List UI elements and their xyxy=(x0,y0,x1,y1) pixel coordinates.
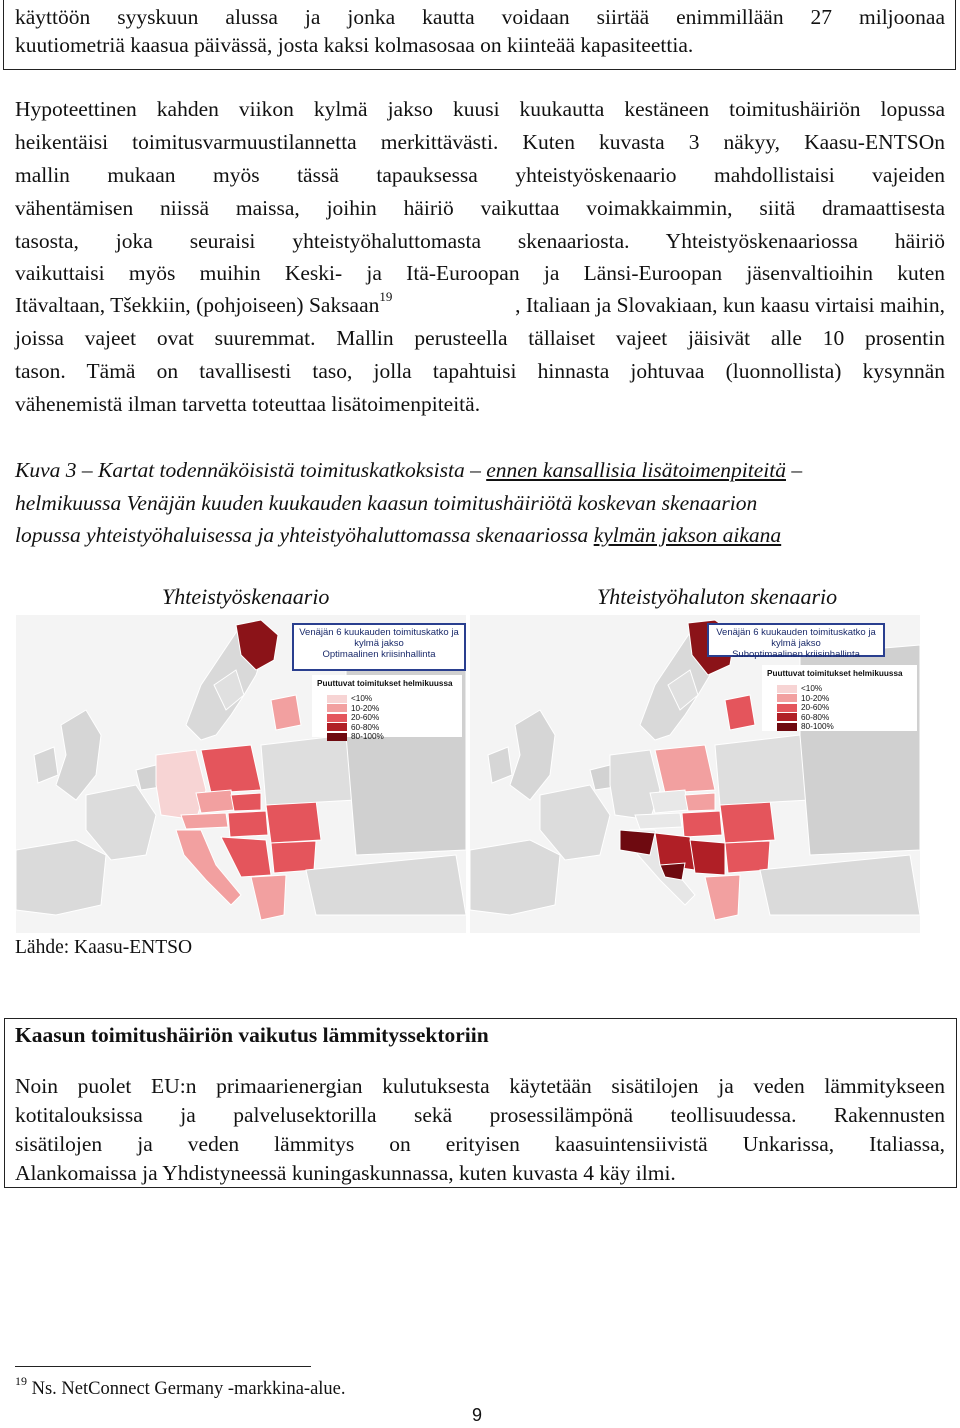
legend-title: Puuttuvat toimitukset helmikuussa xyxy=(317,679,453,688)
body-line: vähenemistä ilman tarvetta toteuttaa lisätoimenpiteitä. xyxy=(15,392,481,416)
info-box-heading: Kaasun toimitushäiriön vaikutus lämmityssektoriin xyxy=(15,1023,489,1047)
caption-underlined: kylmän jakson aikana xyxy=(593,523,782,547)
legend-swatch xyxy=(777,723,797,731)
figure-caption-line: helmikuussa Venäjän kuuden kuukauden kaasun toimitushäiriötä koskevan skenaarion xyxy=(15,491,758,515)
legend-item: 20-60% xyxy=(327,713,457,723)
europe-map-graphic xyxy=(470,615,920,933)
body-line: mallin mukaan myös tässä tapauksessa yhteistyöskenaario mahdollistaisi vajeiden xyxy=(15,163,945,187)
legend-swatch xyxy=(327,704,347,712)
footnote-text: Ns. NetConnect Germany -markkina-alue. xyxy=(27,1379,346,1399)
legend-swatch xyxy=(327,723,347,731)
body-line: vaikuttaisi myös muihin Keski- ja Itä-Euroopan ja Länsi-Euroopan jäsenvaltioihin kuten xyxy=(15,261,945,285)
top-box-line: kuutiometriä kaasua päivässä, josta kaksi kolmasosaa on kiinteää kapasiteettia. xyxy=(15,33,694,57)
left-europe-map xyxy=(16,615,466,933)
caption-text: lopussa yhteistyöhaluisessa ja yhteistyöhaluttomassa skenaariossa xyxy=(15,523,594,547)
legend-swatch xyxy=(777,685,797,693)
page-number: 9 xyxy=(472,1405,483,1425)
left-map-legend xyxy=(312,675,462,742)
legend-swatch xyxy=(777,704,797,712)
body-line: Hypoteettinen kahden viikon kylmä jakso kuusi kuukautta kestäneen toimitushäiriön lopussa xyxy=(15,97,945,121)
legend-swatch xyxy=(777,713,797,721)
legend-item: 60-80% xyxy=(777,713,912,723)
scenario-line: kylmä jakso xyxy=(354,638,404,649)
scenario-line: kylmä jakso xyxy=(771,638,821,649)
top-box-line: käyttöön syyskuun alussa ja jonka kautta voidaan siirtää enimmillään 27 miljoonaa xyxy=(15,5,945,29)
caption-text: – xyxy=(785,458,803,482)
figure-caption-line xyxy=(15,522,945,549)
legend-item: <10% xyxy=(777,684,912,694)
info-box-line: sisätilojen ja veden lämmitys on erityisen kaasuintensiivistä Unkarissa, Italiassa, xyxy=(15,1132,945,1156)
info-box-line: Noin puolet EU:n primaarienergian kulutuksesta käytetään sisätilojen ja veden lämmitykseen xyxy=(15,1074,945,1098)
caption-underlined: ennen kansallisia lisätoimenpiteitä xyxy=(486,458,786,482)
scenario-line: Optimaalinen kriisinhallinta xyxy=(322,649,436,660)
legend-item: 80-100% xyxy=(327,732,457,742)
body-line: joissa vajeet ovat suuremmat. Mallin perusteella tällaiset vajeet jäisivät alle 10 prosentin xyxy=(15,326,945,350)
info-box-line: Alankomaissa ja Yhdistyneessä kuningaskunnassa, kuten kuvasta 4 käy ilmi. xyxy=(15,1161,676,1185)
right-europe-map xyxy=(470,615,920,933)
footnote-number: 19 xyxy=(15,1374,27,1388)
legend-item: 80-100% xyxy=(777,722,912,732)
figure-source: Lähde: Kaasu-ENTSO xyxy=(15,937,193,958)
legend-item: 60-80% xyxy=(327,723,457,733)
body-line-footnote xyxy=(15,289,945,319)
body-line-part: , Italiaan ja Slovakiaan, kun kaasu virtaisi maihin, xyxy=(515,293,945,317)
legend-swatch xyxy=(777,694,797,702)
legend-item: 20-60% xyxy=(777,703,912,713)
legend-item: <10% xyxy=(327,694,457,704)
body-line: vähentämisen niissä maissa, joihin häiriö vaikuttaa voimakkaimmin, siitä dramaattisesta xyxy=(15,196,945,220)
footnote-separator xyxy=(15,1366,311,1367)
legend-item: 10-20% xyxy=(327,704,457,714)
right-map-scenario-box xyxy=(707,623,885,660)
legend-swatch xyxy=(327,714,347,722)
body-line: tason. Tämä on tavallisesti taso, jolla tapahtuisi hinnasta johtuvaa (luonnollista) kysynnän xyxy=(15,359,945,383)
scenario-line: Venäjän 6 kuukauden toimituskatko ja xyxy=(716,627,876,638)
left-map-scenario-box xyxy=(292,623,466,671)
legend-swatch xyxy=(327,695,347,703)
footnote-ref[interactable]: 19 xyxy=(379,289,393,304)
figure-caption-line xyxy=(15,457,945,484)
body-line-part: Itävaltaan, Tšekkiin, (pohjoiseen) Saksaan xyxy=(15,293,380,317)
right-map-title: Yhteistyöhaluton skenaario xyxy=(597,584,838,609)
body-line: heikentäisi toimitusvarmuustilannetta merkittävästi. Kuten kuvasta 3 näkyy, Kaasu-ENTSOn xyxy=(15,130,945,154)
left-map-title: Yhteistyöskenaario xyxy=(162,584,330,609)
right-map-legend xyxy=(762,665,917,731)
legend-title: Puuttuvat toimitukset helmikuussa xyxy=(767,669,903,678)
body-line: tasosta, joka seuraisi yhteistyöhaluttomasta skenaariosta. Yhteistyöskenaariossa häiriö xyxy=(15,229,945,253)
info-box-line: kotitalouksissa ja palvelusektorilla sekä prosessilämpönä teollisuudessa. Rakennusten xyxy=(15,1103,945,1127)
caption-text: Kuva 3 – Kartat todennäköisistä toimituskatkoksista – xyxy=(15,458,487,482)
legend-item: 10-20% xyxy=(777,694,912,704)
scenario-line: Suboptimaalinen kriisinhallinta xyxy=(732,649,860,660)
scenario-line: Venäjän 6 kuukauden toimituskatko ja xyxy=(299,627,459,638)
footnote xyxy=(15,1374,346,1401)
legend-swatch xyxy=(327,733,347,741)
